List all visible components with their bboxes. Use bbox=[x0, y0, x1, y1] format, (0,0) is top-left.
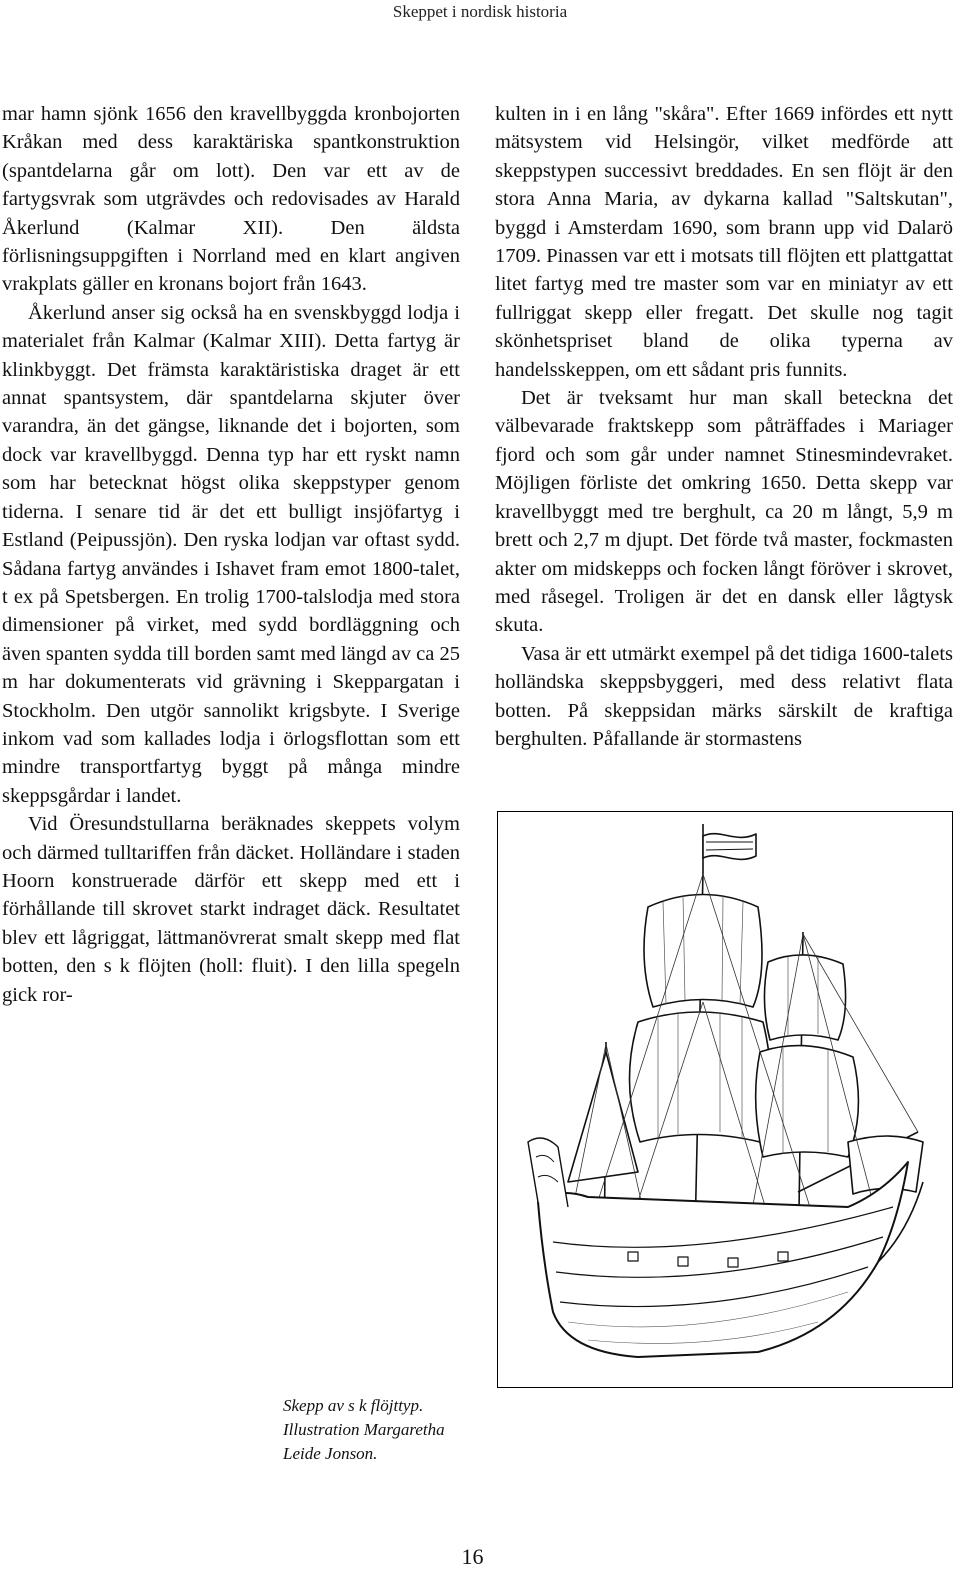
figure-frame bbox=[497, 811, 953, 1388]
left-text-column bbox=[2, 100, 460, 1009]
figure-caption bbox=[283, 1394, 493, 1466]
caption-line: Illustration Margaretha bbox=[283, 1420, 445, 1439]
running-header: Skeppet i nordisk historia bbox=[392, 2, 568, 21]
paragraph: Vasa är ett utmärkt exempel på det tidiga 1600-talets holländska skeppsbyggeri, med dess relativt flata botten. På skeppsidan märks särskilt de kraftiga berghulten. Påfallande är stormastens bbox=[495, 642, 953, 750]
paragraph: Det är tveksamt hur man skall beteckna det välbevarade fraktskepp som påträffades i Mariager fjord och som går under namnet Stinesmindevraket. Möjligen förliste det omkring 1650. Detta skepp var kravellbyggt med tre berghult, ca 20 m långt, 5,9 m brett och 2,7 m djupt. Det förde två master, fockmasten akter om midskepps och focken långt föröver i skrovet, med råsegel. Troligen är det en dansk eller lågtysk skuta. bbox=[495, 387, 953, 637]
paragraph: Vid Öresundstullarna beräknades skeppets volym och därmed tulltariffen från däcket. Holländare i staden Hoorn konstruerade därför ett skepp med ett i förhållande till skrovet starkt indraget däck. Resultatet blev ett lågriggat, lättmanövrerat smalt skepp med flat botten, den s k flöjten (holl: fluit). I den lilla spegeln gick ror- bbox=[2, 813, 460, 1006]
right-text-column bbox=[495, 100, 953, 753]
paragraph: mar hamn sjönk 1656 den kravellbyggda kronbojorten Kråkan med dess karaktäriska spantkonstruktion (spantdelarna går om lott). Den var ett av de fartygsvrak som utgrävdes och redovisades av Harald Åkerlund (Kalmar XII). Den äldsta förlisningsuppgiften i Norrland med en klart angiven vrakplats gäller en kronans bojort från 1643. bbox=[2, 103, 460, 296]
page-number: 16 bbox=[461, 1544, 484, 1569]
paragraph: Åkerlund anser sig också ha en svenskbyggd lodja i materialet från Kalmar (Kalmar XIII). Detta fartyg är klinkbyggt. Det främsta karaktäristiska draget är ett annat spantsystem, där spantdelarna skjuter över varandra, än det gängse, liknande det i bojorten, som dock var kravellbyggd. Denna typ har ett ryskt namn som har betecknat högst olika skeppstyper genom tiderna. I senare tid är det ett bulligt insjöfartyg i Estland (Peipussjön). Den ryska lodjan var oftast sydd. Sådana fartyg användes i Ishavet fram emot 1800-talet, t ex på Spetsbergen. En trolig 1700-talslodja med stora dimensioner på virket, med sydd bordläggning och även spanten sydda till borden samt med längd av ca 25 m har dokumenterats vid grävning i Skeppargatan i Stockholm. Den utgör sannolikt krigsbyte. I Sverige inkom vad som kallades lodja i örlogsflottan som ett mindre transportfartyg byggt på många mindre skeppsgårdar i landet. bbox=[2, 301, 460, 807]
paragraph: kulten in i en lång "skåra". Efter 1669 infördes ett nytt mätsystem vid Helsingör, vilket medförde att skeppstypen successivt breddades. En sen flöjt är den stora Anna Maria, av dykarna kallad "Saltskutan", byggd i Amsterdam 1690, som brann upp vid Dalarö 1709. Pinassen var ett i motsats till flöjten ett plattgattat litet fartyg med tre master som var en miniatyr av ett fullriggat skepp eller fregatt. Det skulle nog tagit skönhetspriset bland de olika typerna av handelsskeppen, om ett sådant pris funnits. bbox=[495, 103, 953, 381]
ship-illustration-icon bbox=[498, 812, 951, 1386]
caption-line: Skepp av s k flöjttyp. bbox=[283, 1396, 424, 1415]
caption-line: Leide Jonson. bbox=[283, 1444, 378, 1463]
